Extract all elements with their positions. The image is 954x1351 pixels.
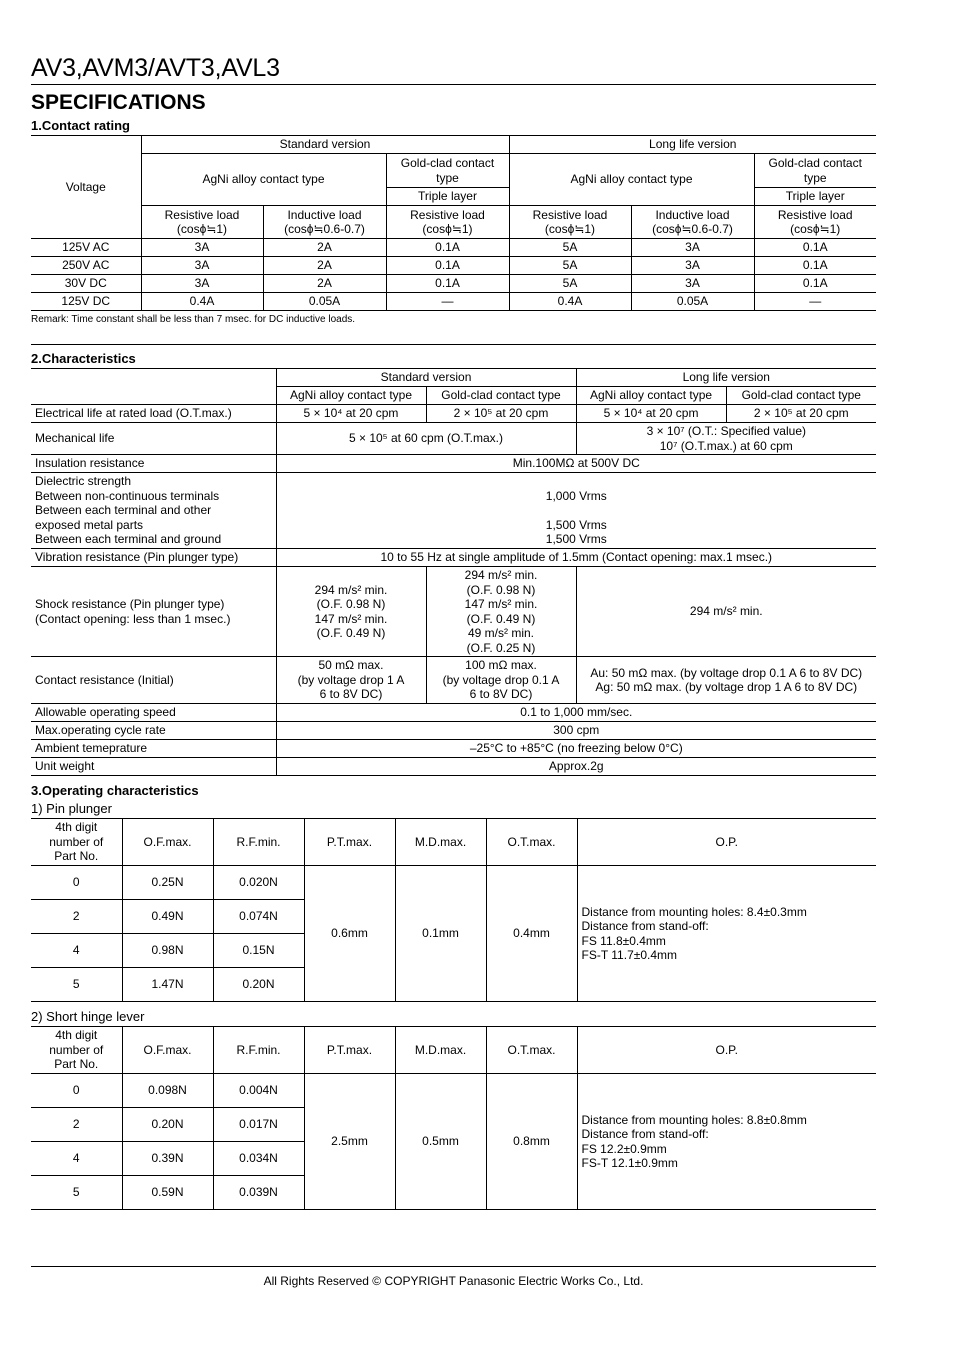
rating-cell: 0.1A [386,257,509,275]
of-cell: 1.47N [122,968,213,1002]
voltage-cell: 125V DC [31,293,141,311]
table-row [31,567,876,657]
table-row [31,293,876,311]
rating-cell: — [754,293,876,311]
rating-cell: 0.1A [386,239,509,257]
rating-cell: 2A [263,239,386,257]
row-label: Insulation resistance [31,455,276,473]
voltage-header: Voltage [31,136,141,239]
operating-heading: 3.Operating characteristics [31,783,199,798]
value-cell: 1,000 Vrms 1,500 Vrms 1,500 Vrms [276,473,876,549]
row-label: Allowable operating speed [31,704,276,722]
rating-cell: 0.1A [754,275,876,293]
agni-type-header: AgNi alloy contact type [509,154,754,206]
characteristics-heading: 2.Characteristics [31,351,136,366]
short-hinge-table [31,1026,876,1210]
rating-cell: 0.1A [754,257,876,275]
rf-cell: 0.074N [213,900,304,934]
row-label: Contact resistance (Initial) [31,657,276,704]
value-cell: Au: 50 mΩ max. (by voltage drop 0.1 A 6 to 8V DC) Ag: 50 mΩ max. (by voltage drop 1 A 6 to 8V DC) [576,657,876,704]
row-label: Vibration resistance (Pin plunger type) [31,549,276,567]
rf-cell: 0.20N [213,968,304,1002]
pin-plunger-heading: 1) Pin plunger [31,801,112,816]
md-cell: 0.5mm [395,1074,486,1210]
ot-max-header: O.T.max. [486,1027,577,1074]
value-cell: 0.1 to 1,000 mm/sec. [276,704,876,722]
specifications-heading: SPECIFICATIONS [31,91,206,114]
rf-cell: 0.017N [213,1108,304,1142]
pt-cell: 0.6mm [304,866,395,1002]
rating-cell: 3A [141,257,263,275]
inductive-load-header: Inductive load (cosϕ≒0.6-0.7) [263,206,386,239]
pin-plunger-table [31,818,876,1002]
section-divider [31,344,876,345]
long-life-version-header: Long life version [576,369,876,387]
long-life-version-header: Long life version [509,136,876,154]
table-row [31,1074,876,1108]
standard-version-header: Standard version [141,136,509,154]
value-cell: 294 m/s² min. (O.F. 0.98 N) 147 m/s² min. (O.F. 0.49 N) [276,567,426,657]
contact-rating-heading: 1.Contact rating [31,118,130,133]
value-cell: 2 × 10⁵ at 20 cpm [726,405,876,423]
ot-max-header: O.T.max. [486,819,577,866]
triple-layer-header: Triple layer [386,188,509,206]
pt-max-header: P.T.max. [304,819,395,866]
row-label: Unit weight [31,758,276,776]
triple-layer-header: Triple layer [754,188,876,206]
resistive-load-header: Resistive load (cosϕ≒1) [141,206,263,239]
table-row [31,423,876,455]
rf-cell: 0.15N [213,934,304,968]
rating-cell: 2A [263,275,386,293]
value-cell: 5 × 10⁵ at 60 cpm (O.T.max.) [276,423,576,455]
resistive-load-header: Resistive load (cosϕ≒1) [754,206,876,239]
ot-cell: 0.8mm [486,1074,577,1210]
short-hinge-heading: 2) Short hinge lever [31,1009,145,1024]
table-row [31,657,876,704]
digit-cell: 5 [31,968,122,1002]
value-cell: 50 mΩ max. (by voltage drop 1 A 6 to 8V DC) [276,657,426,704]
row-label: Electrical life at rated load (O.T.max.) [31,405,276,423]
rating-cell: 0.4A [141,293,263,311]
blank-header [31,369,276,405]
value-cell: Min.100MΩ at 500V DC [276,455,876,473]
of-cell: 0.25N [122,866,213,900]
rating-cell: 3A [631,239,754,257]
op-header: O.P. [577,819,876,866]
standard-version-header: Standard version [276,369,576,387]
value-cell: –25°C to +85°C (no freezing below 0°C) [276,740,876,758]
table-row [31,722,876,740]
rating-cell: — [386,293,509,311]
pt-cell: 2.5mm [304,1074,395,1210]
value-cell: 5 × 10⁴ at 20 cpm [576,405,726,423]
digit-cell: 2 [31,1108,122,1142]
row-label: Dielectric strength Between non-continuous terminals Between each terminal and other exposed metal parts Between each terminal and ground [31,473,276,549]
of-cell: 0.98N [122,934,213,968]
table-row [31,704,876,722]
digit-cell: 0 [31,1074,122,1108]
rf-cell: 0.034N [213,1142,304,1176]
rating-cell: 2A [263,257,386,275]
rating-cell: 5A [509,239,631,257]
gold-type-header: Gold-clad contact type [754,154,876,188]
value-cell: 300 cpm [276,722,876,740]
digit-cell: 2 [31,900,122,934]
table-row [31,549,876,567]
rating-cell: 0.1A [754,239,876,257]
op-header: O.P. [577,1027,876,1074]
table-row [31,758,876,776]
row-label: Mechanical life [31,423,276,455]
of-cell: 0.39N [122,1142,213,1176]
inductive-load-header: Inductive load (cosϕ≒0.6-0.7) [631,206,754,239]
rating-cell: 5A [509,257,631,275]
rating-cell: 0.4A [509,293,631,311]
of-cell: 0.098N [122,1074,213,1108]
resistive-load-header: Resistive load (cosϕ≒1) [386,206,509,239]
table-row [31,866,876,900]
title-rule [31,84,876,85]
part-digit-header: 4th digit number of Part No. [31,819,122,866]
characteristics-table [31,368,876,776]
row-label: Shock resistance (Pin plunger type) (Contact opening: less than 1 msec.) [31,567,276,657]
table-row [31,257,876,275]
table-row [31,405,876,423]
table-row [31,275,876,293]
rf-cell: 0.039N [213,1176,304,1210]
document-title: AV3,AVM3/AVT3,AVL3 [31,54,280,82]
of-cell: 0.20N [122,1108,213,1142]
ot-cell: 0.4mm [486,866,577,1002]
row-label: Max.operating cycle rate [31,722,276,740]
pt-max-header: P.T.max. [304,1027,395,1074]
md-cell: 0.1mm [395,866,486,1002]
rating-cell: 3A [141,275,263,293]
value-cell: 294 m/s² min. [576,567,876,657]
of-max-header: O.F.max. [122,819,213,866]
rf-cell: 0.004N [213,1074,304,1108]
rating-cell: 5A [509,275,631,293]
table-row [31,455,876,473]
rf-min-header: R.F.min. [213,819,304,866]
contact-rating-table [31,135,876,311]
gold-type-header: Gold-clad contact type [726,387,876,405]
rating-cell: 3A [141,239,263,257]
page [31,0,876,1210]
voltage-cell: 250V AC [31,257,141,275]
agni-type-header: AgNi alloy contact type [276,387,426,405]
value-cell: 3 × 10⁷ (O.T.: Specified value) 10⁷ (O.T.max.) at 60 cpm [576,423,876,455]
table-row [31,239,876,257]
rating-cell: 0.05A [631,293,754,311]
digit-cell: 5 [31,1176,122,1210]
rating-cell: 3A [631,257,754,275]
op-cell: Distance from mounting holes: 8.8±0.8mm Distance from stand-off: FS 12.2±0.9mm FS-T 12.1±0.9mm [577,1074,876,1210]
of-max-header: O.F.max. [122,1027,213,1074]
agni-type-header: AgNi alloy contact type [576,387,726,405]
part-digit-header: 4th digit number of Part No. [31,1027,122,1074]
remark-text: Remark: Time constant shall be less than 7 msec. for DC inductive loads. [31,314,356,325]
table-row [31,473,876,549]
of-cell: 0.59N [122,1176,213,1210]
md-max-header: M.D.max. [395,819,486,866]
value-cell: 5 × 10⁴ at 20 cpm [276,405,426,423]
rating-cell: 0.1A [386,275,509,293]
value-cell: 10 to 55 Hz at single amplitude of 1.5mm (Contact opening: max.1 msec.) [276,549,876,567]
footer [31,1266,876,1288]
voltage-cell: 125V AC [31,239,141,257]
gold-type-header: Gold-clad contact type [386,154,509,188]
digit-cell: 4 [31,1142,122,1176]
gold-type-header: Gold-clad contact type [426,387,576,405]
md-max-header: M.D.max. [395,1027,486,1074]
of-cell: 0.49N [122,900,213,934]
digit-cell: 4 [31,934,122,968]
rating-cell: 0.05A [263,293,386,311]
row-label: Ambient temeprature [31,740,276,758]
copyright-text: All Rights Reserved © COPYRIGHT Panasonic Electric Works Co., Ltd. [263,1274,644,1288]
rf-cell: 0.020N [213,866,304,900]
rf-min-header: R.F.min. [213,1027,304,1074]
op-cell: Distance from mounting holes: 8.4±0.3mm Distance from stand-off: FS 11.8±0.4mm FS-T 11.7±0.4mm [577,866,876,1002]
value-cell: Approx.2g [276,758,876,776]
value-cell: 100 mΩ max. (by voltage drop 0.1 A 6 to 8V DC) [426,657,576,704]
table-row [31,740,876,758]
digit-cell: 0 [31,866,122,900]
value-cell: 2 × 10⁵ at 20 cpm [426,405,576,423]
rating-cell: 3A [631,275,754,293]
value-cell: 294 m/s² min. (O.F. 0.98 N) 147 m/s² min. (O.F. 0.49 N) 49 m/s² min. (O.F. 0.25 N) [426,567,576,657]
voltage-cell: 30V DC [31,275,141,293]
agni-type-header: AgNi alloy contact type [141,154,386,206]
resistive-load-header: Resistive load (cosϕ≒1) [509,206,631,239]
